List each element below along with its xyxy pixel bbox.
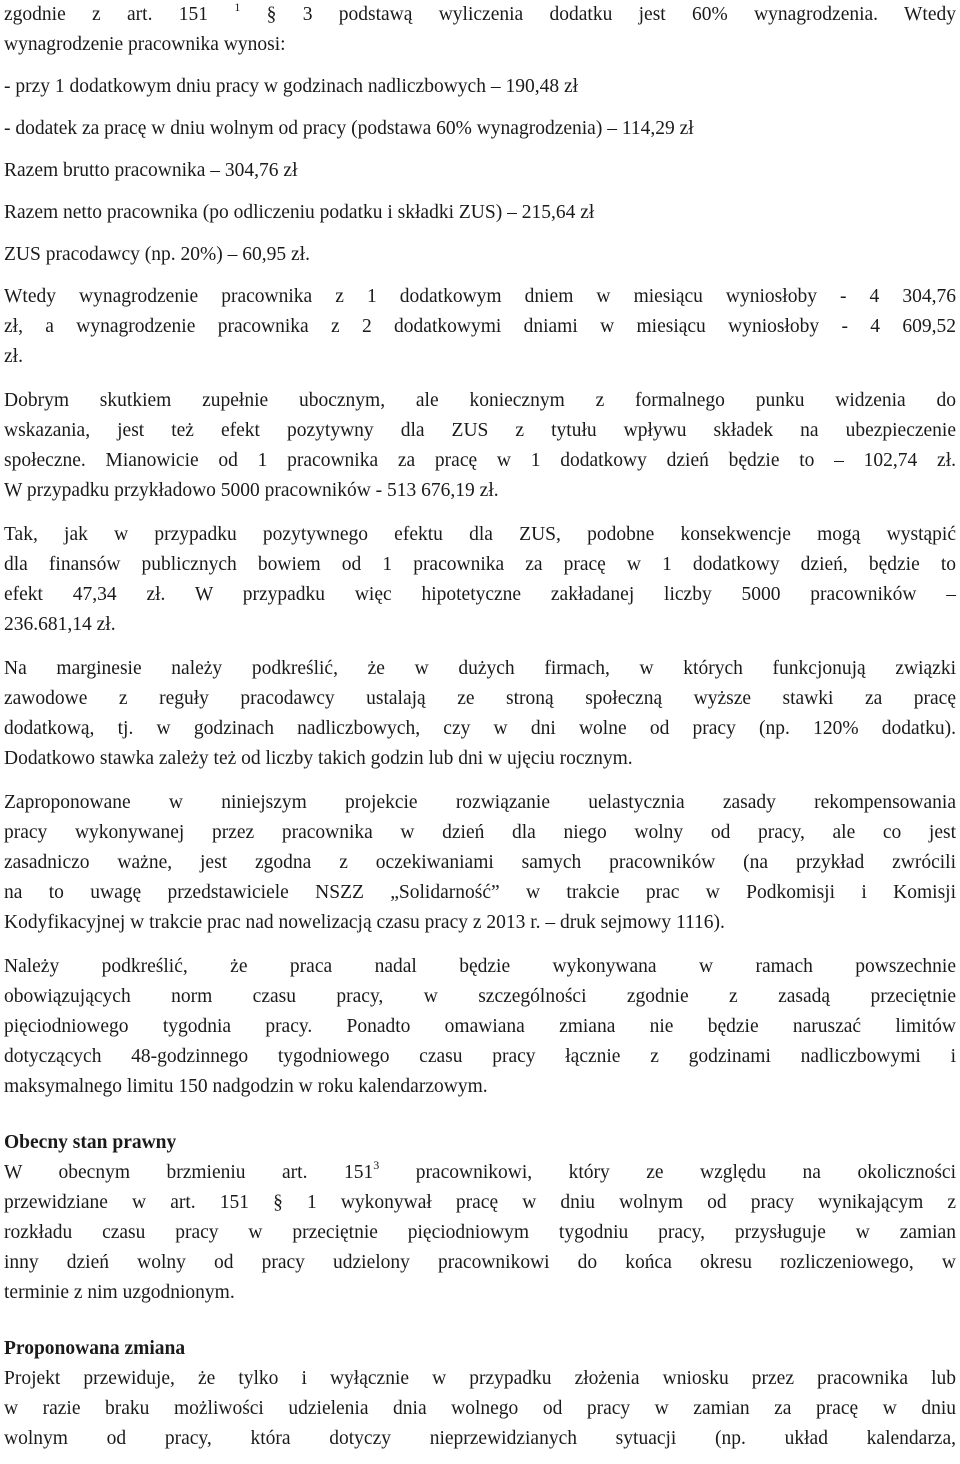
text-line: wskazania, jest też efekt pozytywny dla ZUS z tytułu wpływu składek na ubezpieczenie: [4, 420, 956, 441]
text-line: Dodatkowo stawka zależy też od liczby takich godzin lub dni w ujęciu rocznym.: [4, 748, 633, 769]
text-line: Razem brutto pracownika – 304,76 zł: [4, 160, 298, 181]
paragraph: [4, 788, 956, 938]
text-line: rozkładu czasu pracy w przeciętnie pięciodniowym tygodniu pracy, przysługuje w zamian: [4, 1222, 956, 1243]
text-line: Kodyfikacyjnej w trakcie prac nad nowelizacją czasu pracy z 2013 r. – druk sejmowy 1116).: [4, 912, 725, 933]
text-line: 236.681,14 zł.: [4, 614, 116, 635]
text-line: Dobrym skutkiem zupełnie ubocznym, ale koniecznym z formalnego punku widzenia do: [4, 390, 956, 411]
text-line: przewidziane w art. 151 § 1 wykonywał pracę w dniu wolnym od pracy wynikającym z: [4, 1192, 956, 1213]
text-line: zasadniczo ważne, jest zgodna z oczekiwaniami samych pracowników (na przykład zwrócili: [4, 852, 956, 873]
text-line: inny dzień wolny od pracy udzielony pracownikowi do końca okresu rozliczeniowego, w: [4, 1252, 956, 1273]
text-line: Razem netto pracownika (po odliczeniu podatku i składki ZUS) – 215,64 zł: [4, 202, 595, 223]
text-line: wolnym od pracy, która dotyczy nieprzewidzianych sytuacji (np. układ kalendarza,: [4, 1428, 956, 1449]
text-line: Zaproponowane w niniejszym projekcie rozwiązanie uelastycznia zasady rekompensowania: [4, 792, 956, 813]
text-line: Wtedy wynagrodzenie pracownika z 1 dodatkowym dniem w miesiącu wyniosłoby - 4 304,76: [4, 286, 956, 307]
text-line: Należy podkreślić, że praca nadal będzie wykonywana w ramach powszechnie: [4, 956, 956, 977]
paragraph: [4, 952, 956, 1102]
list-item: [4, 198, 956, 228]
text-line: dotyczących 48-godzinnego tygodniowego czasu pracy łącznie z godzinami nadliczbowymi i: [4, 1046, 956, 1067]
text-line: Projekt przewiduje, że tylko i wyłącznie w przypadku złożenia wniosku przez pracownika lub: [4, 1368, 956, 1389]
text-line: wynagrodzenie pracownika wynosi:: [4, 34, 286, 55]
section-heading: Obecny stan prawny: [4, 1132, 177, 1153]
text-run: W obecnym brzmieniu art. 151: [4, 1162, 374, 1183]
text-run: § 3 podstawą wyliczenia dodatku jest 60% wynagrodzenia. Wtedy: [266, 4, 956, 25]
text-line: efekt 47,34 zł. W przypadku więc hipotetyczne zakładanej liczby 5000 pracowników –: [4, 584, 956, 605]
text-line: społeczne. Mianowicie od 1 pracownika za pracę w 1 dodatkowy dzień będzie to – 102,74 zł.: [4, 450, 956, 471]
text-line: terminie z nim uzgodnionym.: [4, 1282, 235, 1303]
text-line: zł.: [4, 346, 23, 367]
text-line: - przy 1 dodatkowym dniu pracy w godzinach nadliczbowych – 190,48 zł: [4, 76, 579, 97]
text-line: zł, a wynagrodzenie pracownika z 2 dodatkowymi dniami w miesiącu wyniosłoby - 4 609,52: [4, 316, 956, 337]
text-line: dodatkową, tj. w godzinach nadliczbowych, czy w dni wolne od pracy (np. 120% dodatku).: [4, 718, 956, 739]
text-line: [4, 0, 956, 30]
text-line: ZUS pracodawcy (np. 20%) – 60,95 zł.: [4, 244, 310, 265]
text-line: obowiązujących norm czasu pracy, w szczególności zgodnie z zasadą przeciętnie: [4, 986, 956, 1007]
paragraph-intro: [4, 0, 956, 60]
paragraph: [4, 1158, 956, 1308]
list-item: [4, 114, 956, 144]
superscript: 3: [373, 1158, 380, 1172]
text-line: pięciodniowego tygodnia pracy. Ponadto omawiana zmiana nie będzie naruszać limitów: [4, 1016, 956, 1037]
paragraph: [4, 282, 956, 372]
text-line: maksymalnego limitu 150 nadgodzin w roku kalendarzowym.: [4, 1076, 488, 1097]
text-line: zawodowe z reguły pracodawcy ustalają ze stroną społeczną wyższe stawki za pracę: [4, 688, 956, 709]
text-run: pracownikowi, który ze względu na okoliczności: [415, 1162, 957, 1183]
paragraph: [4, 654, 956, 774]
text-line: w razie braku możliwości udzielenia dnia wolnego od pracy w zamian za pracę w dniu: [4, 1398, 956, 1419]
text-line: W przypadku przykładowo 5000 pracowników - 513 676,19 zł.: [4, 480, 499, 501]
list-item: [4, 240, 956, 270]
section-heading: Proponowana zmiana: [4, 1338, 186, 1359]
superscript: 1: [234, 0, 241, 14]
list-item: [4, 156, 956, 186]
paragraph: [4, 386, 956, 506]
list-item: [4, 72, 956, 102]
text-line: - dodatek za pracę w dniu wolnym od pracy (podstawa 60% wynagrodzenia) – 114,29 zł: [4, 118, 694, 139]
text-run: zgodnie z art. 151: [4, 4, 209, 25]
paragraph: [4, 1364, 956, 1454]
text-line: [4, 1158, 956, 1188]
text-line: Na marginesie należy podkreślić, że w dużych firmach, w których funkcjonują związki: [4, 658, 956, 679]
text-line: dla finansów publicznych bowiem od 1 pracownika za pracę w 1 dodatkowy dzień, będzie to: [4, 554, 956, 575]
text-line: na to uwagę przedstawiciele NSZZ „Solidarność” w trakcie prac w Podkomisji i Komisji: [4, 882, 956, 903]
text-line: pracy wykonywanej przez pracownika w dzień dla niego wolny od pracy, ale co jest: [4, 822, 956, 843]
paragraph: [4, 520, 956, 640]
text-line: Tak, jak w przypadku pozytywnego efektu dla ZUS, podobne konsekwencje mogą wystąpić: [4, 524, 956, 545]
